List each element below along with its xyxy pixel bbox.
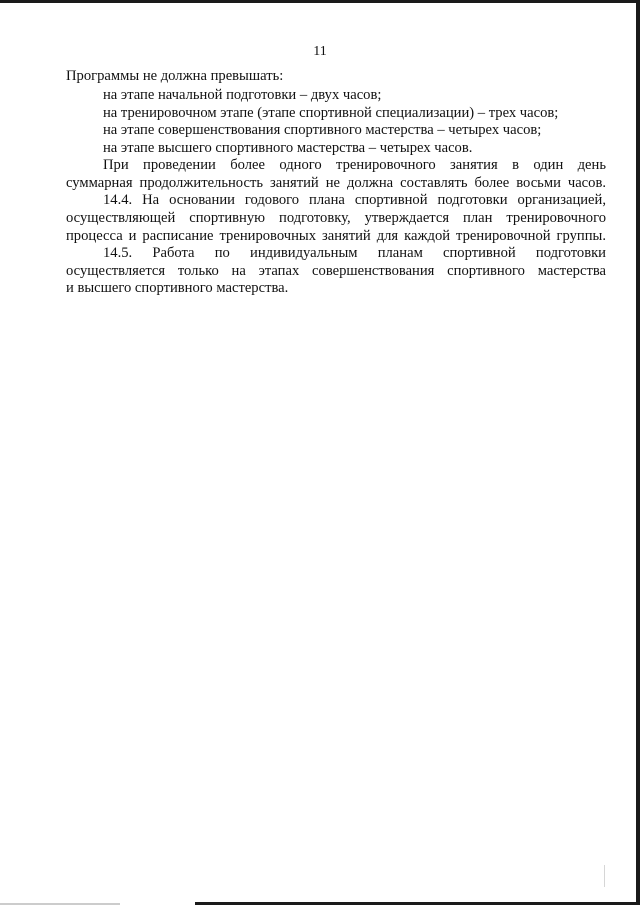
text-line: и высшего спортивного мастерства. bbox=[66, 280, 289, 296]
text-line: на этапе высшего спортивного мастерства – четырех часов. bbox=[103, 140, 473, 156]
scan-artifact bbox=[604, 865, 605, 887]
text-line: на этапе совершенствования спортивного мастерства – четырех часов; bbox=[103, 122, 542, 138]
text-line: на тренировочном этапе (этапе спортивной специализации) – трех часов; bbox=[103, 105, 559, 121]
text-line: Программы не должна превышать: bbox=[66, 68, 284, 84]
text-line: на этапе начальной подготовки – двух часов; bbox=[103, 87, 382, 103]
text-line: процесса и расписание тренировочных занятий для каждой тренировочной группы. bbox=[66, 228, 606, 244]
text-line: При проведении более одного тренировочного занятия в один день bbox=[103, 157, 606, 173]
text-line: 14.5. Работа по индивидуальным планам спортивной подготовки bbox=[103, 245, 606, 261]
text-line: осуществляется только на этапах совершенствования спортивного мастерства bbox=[66, 263, 606, 279]
scan-edge-right bbox=[636, 0, 640, 905]
scan-edge-top bbox=[0, 0, 640, 3]
text-line: 14.4. На основании годового плана спортивной подготовки организацией, bbox=[103, 192, 606, 208]
text-line: осуществляющей спортивную подготовку, утверждается план тренировочного bbox=[66, 210, 606, 226]
page-number: 11 bbox=[313, 44, 327, 59]
text-line: суммарная продолжительность занятий не должна составлять более восьми часов. bbox=[66, 175, 606, 191]
